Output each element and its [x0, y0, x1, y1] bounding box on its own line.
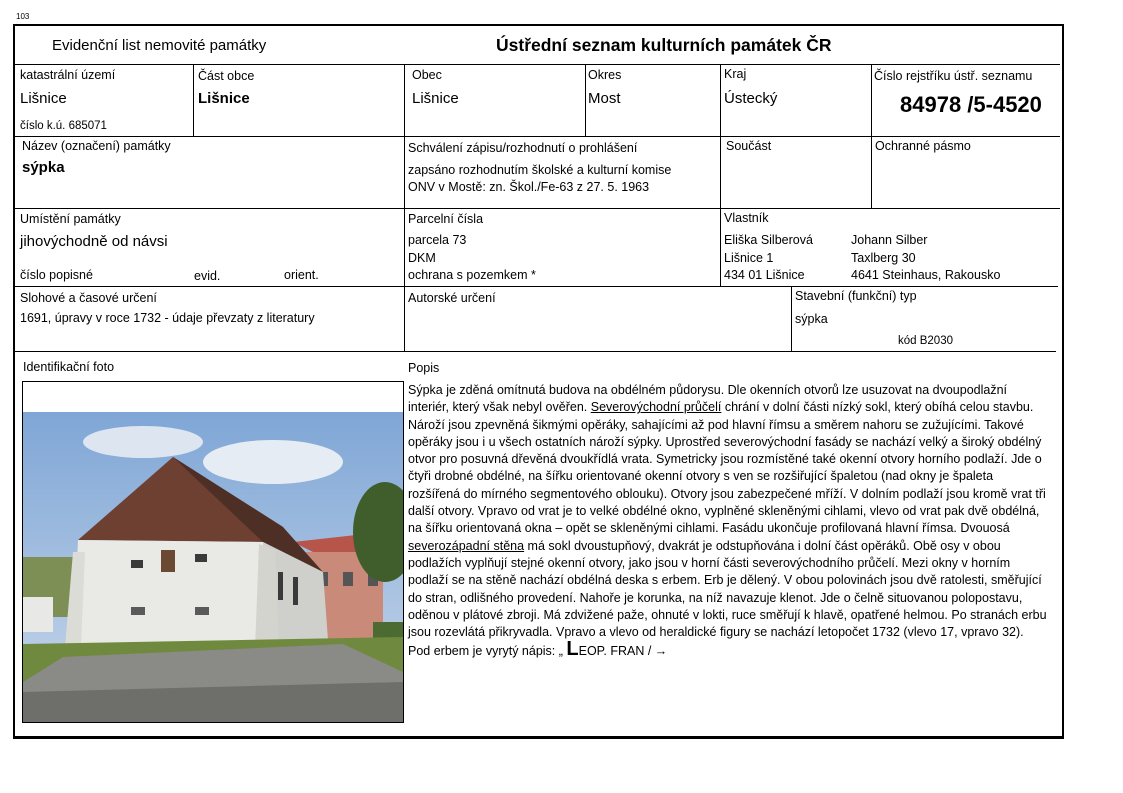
evid-number-label: evid.	[194, 269, 221, 283]
district-label: Okres	[588, 68, 622, 82]
divider	[404, 64, 405, 351]
parcel-value: parcela 73	[408, 233, 467, 247]
district-value: Most	[588, 90, 621, 107]
owner1-city: 434 01 Lišnice	[724, 268, 805, 282]
identification-photo	[22, 381, 404, 723]
style-dating-label: Slohové a časové určení	[20, 291, 157, 305]
divider	[15, 136, 1060, 137]
cadastral-area-label: katastrální území	[20, 68, 116, 82]
style-dating-value: 1691, úpravy v roce 1732 - údaje převzaty z literatury	[20, 311, 315, 325]
authorship-label: Autorské určení	[408, 291, 496, 305]
divider	[15, 351, 1056, 352]
description-part: má sokl dvoustupňový, dvakrát je odstupňována i dolní část opěráků. Obě osy v obou podlažích vyplňují stejné okenní otvory, jako jsou v horní části severovýchodního průčelí. Mezi okny v horním podlaží se na stěně nachází obdélná deska s erbem. Erb je dělený. V obou polovinách jsou dvě ratolesti, směřující do stran, odlišného provedení. Nahoře je korunka, na níž navazuje klenot. Jde o čelně situovanou polopostavu, oděnou v plátové zbroji. Má zdvižené paže, ohnuté v lokti, ruce směřují k hlavě, opatřené helmou. Po stranách erbu jsou rozevlátá přikryvadla. Vpravo a vlevo od heraldické figury se nachází letopočet 1732 (vlevo 17, vpravo 32). Pod erbem je vyrytý nápis: „	[408, 538, 1047, 659]
inscription-initial: L	[566, 638, 579, 661]
page-number: 103	[16, 12, 30, 21]
owner2-street: Taxlberg 30	[851, 251, 916, 265]
component-label: Součást	[726, 139, 772, 153]
divider	[585, 64, 586, 136]
description-part: EOP. FRAN / →	[578, 644, 668, 659]
owner2-name: Johann Silber	[851, 233, 928, 247]
register-number-value: 84978 /5-4520	[900, 92, 1042, 117]
description-part: Sýpka je zděná omítnutá budova na obdélném půdorysu. Dle okenních otvorů lze usuzovat na dvoupodlažní interiér, který však nebyl ověřen.	[408, 383, 1008, 415]
parcel-dkm: DKM	[408, 251, 436, 265]
monument-name-label: Název (označení) památky	[22, 139, 171, 153]
owner1-street: Lišnice 1	[724, 251, 774, 265]
orient-number-label: orient.	[284, 268, 319, 282]
divider	[720, 64, 721, 286]
register-title: Ústřední seznam kulturních památek ČR	[496, 35, 832, 55]
region-value: Ústecký	[724, 90, 778, 107]
parcel-label: Parcelní čísla	[408, 212, 484, 226]
approval-label: Schválení zápisu/rozhodnutí o prohlášení	[408, 141, 638, 155]
sheet-type-title: Evidenční list nemovité památky	[52, 37, 267, 54]
building-type-value: sýpka	[795, 312, 828, 326]
divider	[193, 64, 194, 136]
photo-label: Identifikační foto	[23, 360, 115, 374]
municipality-part-value: Lišnice	[198, 90, 250, 107]
parcel-protection: ochrana s pozemkem *	[408, 268, 536, 282]
divider	[15, 208, 1060, 209]
municipality-part-label: Část obce	[198, 69, 255, 83]
owner-label: Vlastník	[724, 211, 769, 225]
description-text	[408, 382, 1048, 661]
building-type-label: Stavební (funkční) typ	[795, 289, 917, 303]
monument-name-value: sýpka	[22, 159, 65, 176]
owner2-city: 4641 Steinhaus, Rakousko	[851, 268, 1001, 282]
description-label: Popis	[408, 361, 440, 375]
owner1-name: Eliška Silberová	[724, 233, 813, 247]
divider	[15, 64, 1060, 65]
building-type-code: kód B2030	[898, 335, 953, 347]
location-value: jihovýchodně od návsi	[20, 233, 168, 250]
approval-line-1: zapsáno rozhodnutím školské a kulturní komise	[408, 163, 672, 177]
protection-zone-label: Ochranné pásmo	[875, 139, 971, 153]
divider	[791, 286, 792, 351]
description-underlined-term: Severovýchodní průčelí	[590, 400, 722, 415]
cadastral-number: číslo k.ú. 685071	[20, 120, 107, 132]
municipality-label: Obec	[412, 68, 442, 82]
house-number-label: číslo popisné	[20, 268, 93, 282]
region-label: Kraj	[724, 67, 747, 81]
municipality-value: Lišnice	[412, 90, 459, 107]
register-number-label: Číslo rejstříku ústř. seznamu	[874, 69, 1033, 83]
description-underlined-term: severozápadní stěna	[408, 538, 525, 553]
cadastral-area-value: Lišnice	[20, 90, 67, 107]
divider	[871, 64, 872, 208]
description-part: chrání v dolní části nízký sokl, který obíhá celou stavbu. Nároží jsou zpevněná šikmými opěráky, sahajícími až pod hlavní římsu a směrem nahoru se zužujícími. Takové opěráky jsou i u všech ostatních nároží sýpky. Uprostřed severovýchodní fasády se nachází velký a široký obdélný otvor pro posuvná dřevěná dvoukřídlá vrata. Symetricky jsou rozmístěné také okenní otvory horního podlaží. Jde o čtyři drobné obdélné, na šířku orientované okenní otvory s ven se rozšiřující špaletou (nad okny je špaleta rozšířená do mírného segmentového oblouku). Otvory jsou zabezpečené mříží. V dolním podlaží jsou kromě vrat tři další otvory. Vpravo od vrat je to velké obdélné okno, vyplněné skleněnými cihlami, vlevo od vrat pak dvě obdélná, na šířku orientovaná okna – opět se skleněnými cihlami. Fasádu ukončuje profilovaná hlavní římsa. Dvouosá	[408, 400, 1046, 536]
location-label: Umístění památky	[20, 212, 121, 226]
divider	[15, 286, 1058, 287]
approval-line-2: ONV v Mostě: zn. Škol./Fe-63 z 27. 5. 1963	[408, 180, 650, 194]
